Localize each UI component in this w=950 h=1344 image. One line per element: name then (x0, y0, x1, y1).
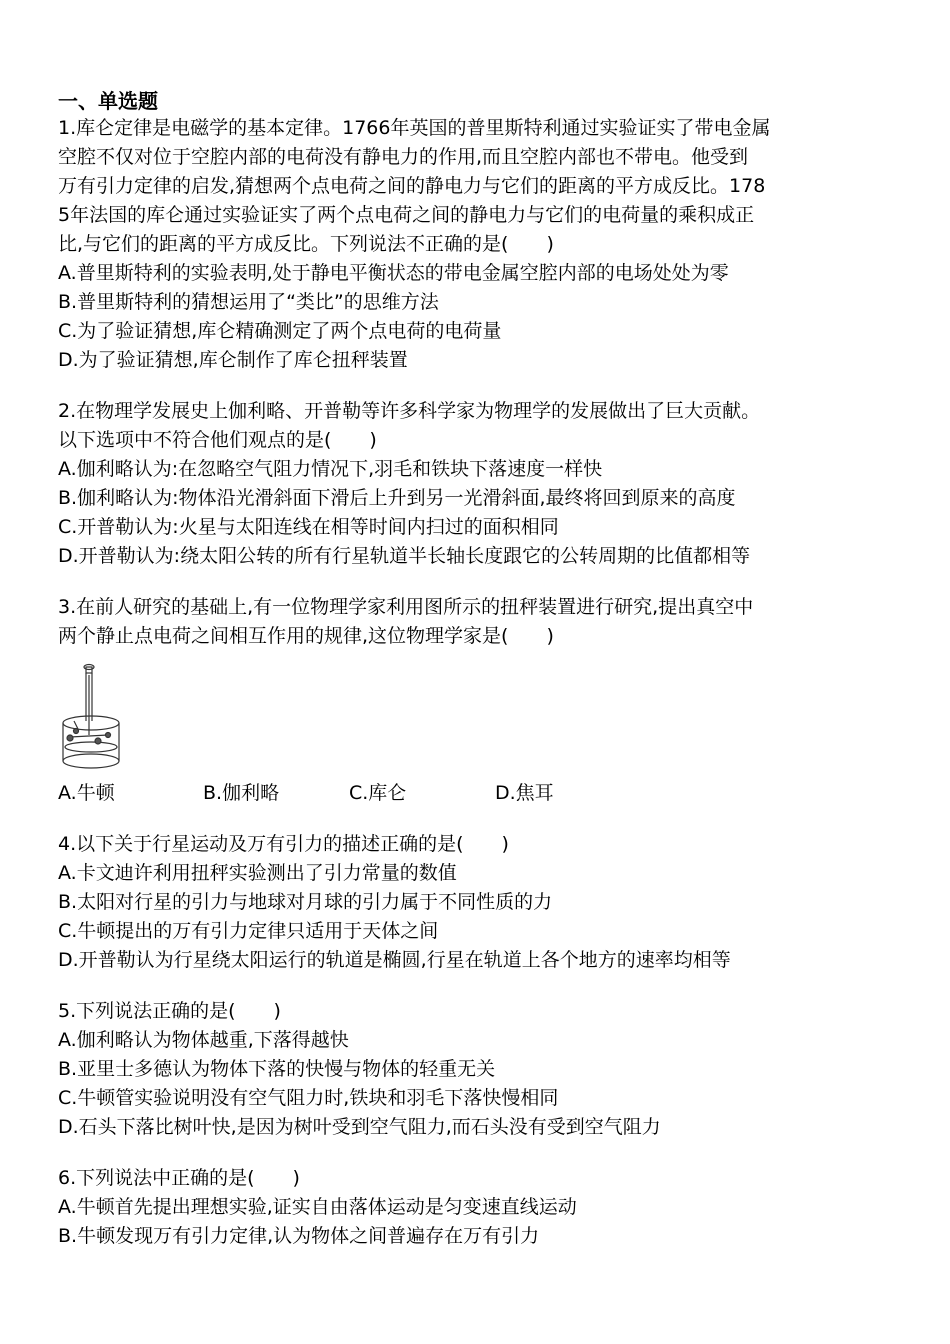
q1-stem-line-1: 1.库仑定律是电磁学的基本定律。1766年英国的普里斯特利通过实验证实了带电金属 (58, 117, 771, 139)
q2-option-b: B.伽利略认为:物体沿光滑斜面下滑后上升到另一光滑斜面,最终将回到原来的高度 (58, 487, 736, 509)
q5-option-a: A.伽利略认为物体越重,下落得越快 (58, 1029, 349, 1051)
q3-option-b: B.伽利略 (203, 782, 280, 804)
q6-stem-line-1: 6.下列说法中正确的是( ) (58, 1167, 300, 1189)
q6-option-a: A.牛顿首先提出理想实验,证实自由落体运动是匀变速直线运动 (58, 1196, 577, 1218)
q2-stem-line-2: 以下选项中不符合他们观点的是( ) (58, 429, 377, 451)
torsion-balance-figure (58, 661, 124, 773)
question-2 (58, 397, 898, 571)
q5-stem-line-1: 5.下列说法正确的是( ) (58, 1000, 281, 1022)
q1-stem-line-3: 万有引力定律的启发,猜想两个点电荷之间的静电力与它们的距离的平方成反比。178 (58, 175, 766, 197)
q1-option-a: A.普里斯特利的实验表明,处于静电平衡状态的带电金属空腔内部的电场处处为零 (58, 262, 729, 284)
q3-option-c: C.库仑 (349, 782, 407, 804)
q1-stem-line-5: 比,与它们的距离的平方成反比。下列说法不正确的是( ) (58, 233, 554, 255)
q4-option-b: B.太阳对行星的引力与地球对月球的引力属于不同性质的力 (58, 891, 553, 913)
q1-stem-line-4: 5年法国的库仑通过实验证实了两个点电荷之间的静电力与它们的电荷量的乘积成正 (58, 204, 755, 226)
section-title: 一、单选题 (58, 89, 158, 113)
q4-option-c: C.牛顿提出的万有引力定律只适用于天体之间 (58, 920, 439, 942)
q2-option-d: D.开普勒认为:绕太阳公转的所有行星轨道半长轴长度跟它的公转周期的比值都相等 (58, 545, 751, 567)
exam-page (58, 88, 898, 1251)
q5-option-c: C.牛顿管实验说明没有空气阻力时,铁块和羽毛下落快慢相同 (58, 1087, 559, 1109)
q1-option-b: B.普里斯特利的猜想运用了“类比”的思维方法 (58, 291, 439, 313)
q3-options-row (58, 779, 898, 808)
question-5 (58, 997, 898, 1142)
q3-option-a: A.牛顿 (58, 782, 115, 804)
q3-stem-line-1: 3.在前人研究的基础上,有一位物理学家利用图所示的扭秤装置进行研究,提出真空中 (58, 596, 754, 618)
q4-stem-line-1: 4.以下关于行星运动及万有引力的描述正确的是( ) (58, 833, 509, 855)
question-3 (58, 593, 898, 808)
question-1 (58, 114, 898, 375)
q3-option-d: D.焦耳 (495, 782, 554, 804)
q1-stem-line-2: 空腔不仅对位于空腔内部的电荷没有静电力的作用,而且空腔内部也不带电。他受到 (58, 146, 749, 168)
question-4 (58, 830, 898, 975)
q4-option-a: A.卡文迪许利用扭秤实验测出了引力常量的数值 (58, 862, 457, 884)
q5-option-b: B.亚里士多德认为物体下落的快慢与物体的轻重无关 (58, 1058, 496, 1080)
q3-stem-line-2: 两个静止点电荷之间相互作用的规律,这位物理学家是( ) (58, 625, 554, 647)
q2-option-a: A.伽利略认为:在忽略空气阻力情况下,羽毛和铁块下落速度一样快 (58, 458, 603, 480)
q6-option-b: B.牛顿发现万有引力定律,认为物体之间普遍存在万有引力 (58, 1225, 540, 1247)
question-6 (58, 1164, 898, 1251)
torsion-balance-illustration (58, 661, 124, 773)
q1-option-d: D.为了验证猜想,库仑制作了库仑扭秤装置 (58, 349, 408, 371)
q2-stem-line-1: 2.在物理学发展史上伽利略、开普勒等许多科学家为物理学的发展做出了巨大贡献。 (58, 400, 761, 422)
q5-option-d: D.石头下落比树叶快,是因为树叶受到空气阻力,而石头没有受到空气阻力 (58, 1116, 661, 1138)
q2-option-c: C.开普勒认为:火星与太阳连线在相等时间内扫过的面积相同 (58, 516, 559, 538)
q4-option-d: D.开普勒认为行星绕太阳运行的轨道是椭圆,行星在轨道上各个地方的速率均相等 (58, 949, 731, 971)
q1-option-c: C.为了验证猜想,库仑精确测定了两个点电荷的电荷量 (58, 320, 502, 342)
